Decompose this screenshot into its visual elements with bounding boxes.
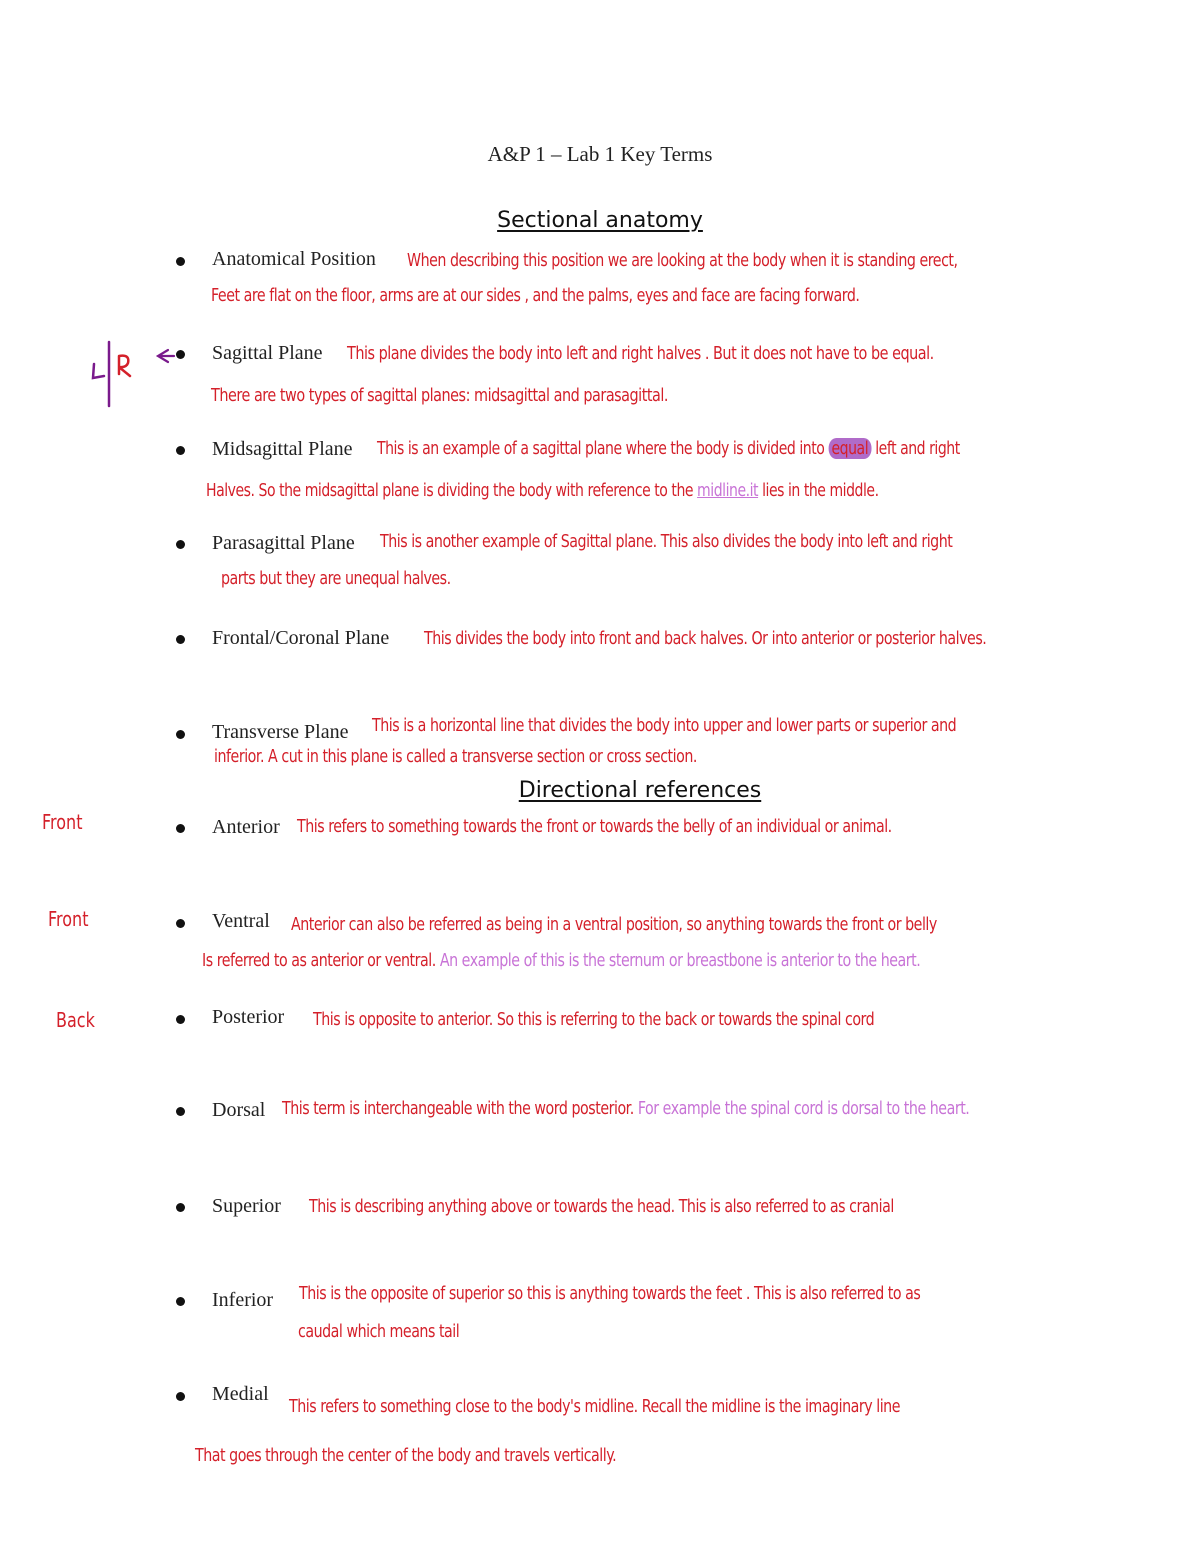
bullet-icon — [176, 1203, 185, 1212]
section-heading-sectional: Sectional anatomy — [497, 208, 703, 233]
note-posterior-line1: This is opposite to anterior. So this is referring to the back or towards the spinal cord — [313, 1009, 875, 1030]
bullet-icon — [176, 350, 185, 359]
margin-note-back: Back — [56, 1008, 95, 1032]
note-ventral-line2b: An example of this is the sternum or breastbone is anterior to the heart. — [439, 950, 921, 971]
note-inferior-line2: caudal which means tail — [298, 1321, 460, 1342]
term-parasagittal-plane: Parasagittal Plane — [212, 532, 355, 554]
note-ventral-line2 — [202, 950, 920, 971]
term-medial: Medial — [212, 1383, 269, 1405]
note-anatomical-line1: When describing this position we are looking at the body when it is standing erect, — [407, 250, 958, 271]
note-parasagittal-line2: parts but they are unequal halves. — [221, 568, 451, 589]
bullet-icon — [176, 540, 185, 549]
note-transverse-line2: inferior. A cut in this plane is called a transverse section or cross section. — [214, 746, 697, 767]
term-transverse-plane: Transverse Plane — [212, 721, 349, 743]
note-inferior-line1: This is the opposite of superior so this is anything towards the feet . This is also referred to as — [299, 1283, 921, 1304]
note-frontal-line1: This divides the body into front and back halves. Or into anterior or posterior halves. — [424, 628, 987, 649]
note-ventral-line2a: Is referred to as anterior or ventral. — [202, 950, 436, 971]
note-superior-line1: This is describing anything above or towards the head. This is also referred to as cranial — [309, 1196, 894, 1217]
term-anterior: Anterior — [212, 816, 280, 838]
term-posterior: Posterior — [212, 1006, 285, 1028]
term-inferior: Inferior — [212, 1289, 274, 1311]
note-midsagittal-line1 — [377, 438, 960, 459]
term-ventral: Ventral — [212, 910, 270, 932]
note-midsagittal-line2a: Halves. So the midsagittal plane is dividing the body with reference to the — [206, 480, 694, 501]
note-anatomical-line2: Feet are flat on the floor, arms are at our sides , and the palms, eyes and face are facing forward. — [211, 285, 860, 306]
note-anterior-line1: This refers to something towards the front or towards the belly of an individual or animal. — [297, 816, 892, 837]
bullet-icon — [176, 1297, 185, 1306]
bullet-icon — [176, 1107, 185, 1116]
bullet-icon — [176, 446, 185, 455]
bullet-icon — [176, 1015, 185, 1024]
note-medial-line1: This refers to something close to the body's midline. Recall the midline is the imaginary line — [289, 1396, 900, 1417]
section-heading-directional: Directional references — [518, 778, 762, 803]
note-dorsal-line1a: This term is interchangeable with the word posterior. — [282, 1098, 634, 1119]
note-sagittal-line2: There are two types of sagittal planes: midsagittal and parasagittal. — [211, 385, 669, 406]
term-dorsal: Dorsal — [212, 1099, 266, 1121]
note-dorsal-line1 — [282, 1098, 969, 1119]
document-title: A&P 1 – Lab 1 Key Terms — [487, 142, 713, 166]
left-right-annotation — [84, 338, 184, 410]
margin-note-front: Front — [42, 810, 83, 834]
bullet-icon — [176, 730, 185, 739]
highlighted-word-equal: equal — [828, 438, 871, 459]
note-ventral-line1: Anterior can also be referred as being in a ventral position, so anything towards the front or belly — [291, 914, 937, 935]
note-midsagittal-line1a: This is an example of a sagittal plane where the body is divided into — [377, 438, 825, 459]
term-anatomical-position: Anatomical Position — [212, 248, 376, 270]
note-midsagittal-line2 — [206, 480, 879, 501]
bullet-icon — [176, 824, 185, 833]
note-transverse-line1: This is a horizontal line that divides the body into upper and lower parts or superior and — [372, 715, 957, 736]
midline-link[interactable]: midline.it — [697, 480, 759, 501]
note-midsagittal-line1b: left and right — [875, 438, 960, 459]
note-dorsal-line1b: For example the spinal cord is dorsal to the heart. — [637, 1098, 970, 1119]
margin-note-front: Front — [48, 907, 89, 931]
term-sagittal-plane: Sagittal Plane — [212, 342, 323, 364]
term-frontal-coronal-plane: Frontal/Coronal Plane — [212, 627, 390, 649]
bullet-icon — [176, 919, 185, 928]
bullet-icon — [176, 257, 185, 266]
note-sagittal-line1: This plane divides the body into left and right halves . But it does not have to be equal. — [347, 343, 934, 364]
note-midsagittal-line2b: lies in the middle. — [762, 480, 879, 501]
bullet-icon — [176, 1392, 185, 1401]
bullet-icon — [176, 635, 185, 644]
term-midsagittal-plane: Midsagittal Plane — [212, 438, 353, 460]
term-superior: Superior — [212, 1195, 281, 1217]
note-parasagittal-line1: This is another example of Sagittal plane. This also divides the body into left and right — [380, 531, 953, 552]
note-medial-line2: That goes through the center of the body and travels vertically. — [195, 1445, 617, 1466]
